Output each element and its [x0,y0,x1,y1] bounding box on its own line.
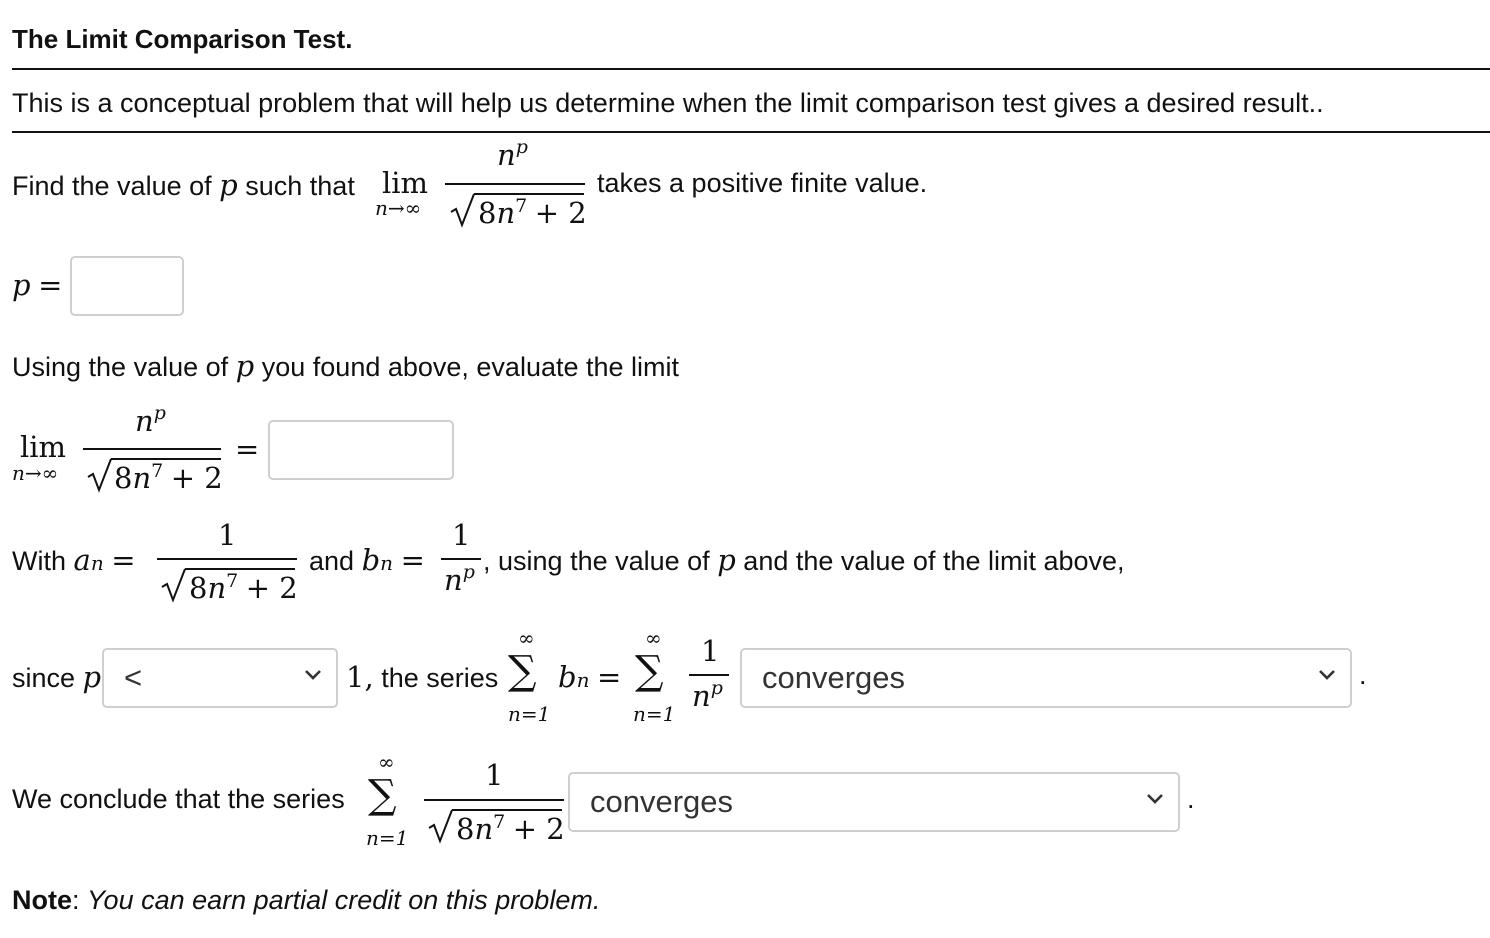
part4-sum1-top: ∞ [518,626,535,650]
note-text: You can earn partial credit on this problem. [87,885,601,915]
compare-select[interactable] [102,648,338,708]
part4-frac-numerator: 1 [701,634,720,668]
title-divider [12,68,1490,70]
series-an-result-value: converges [590,784,734,819]
part1-sqrt-bar [474,193,584,195]
series-bn-result-value: converges [762,660,906,695]
p-label: p = [12,268,63,302]
part2-lim-sub: n→∞ [12,461,59,485]
part4-sum1-bottom: n=1 [508,702,551,726]
part4-frac-denominator: $n^p$ [692,677,723,713]
part3-and: and bn = [309,543,425,577]
part1-denominator: $8n^7 + 2$ [478,195,587,230]
part2-sqrt-bar [111,458,221,460]
part2-equals: = [235,432,260,466]
part3-bn-denominator: $n^p$ [444,561,475,597]
note-label: Note [12,885,72,915]
part3-with: With an = [12,543,136,577]
intro-divider [12,131,1490,133]
limit-answer-input[interactable] [268,420,454,480]
part5-sum-bottom: n=1 [366,826,409,850]
part4-period: . [1359,660,1367,690]
part1-suffix: takes a positive finite value. [597,168,928,198]
part3-bn-numerator: 1 [452,518,471,552]
part2-denominator: $8n^7 + 2$ [114,460,223,495]
chevron-down-icon [1146,792,1164,806]
page-title: The Limit Comparison Test. [12,24,353,54]
part1-fraction-bar [445,183,585,185]
part1-lim: lim [382,166,429,200]
compare-select-value: < [124,660,143,695]
part5-sum-top: ∞ [378,750,395,774]
part4-since: since p [12,660,102,694]
part2-numerator: $n^p$ [135,402,166,438]
part3-sqrt-icon [161,567,187,603]
chevron-down-icon [304,668,322,682]
series-an-result-select[interactable] [568,772,1180,832]
part1-sqrt-icon [450,192,476,228]
note: Note: You can earn partial credit on this problem. [12,885,601,915]
part5-frac-denominator: $8n^7 + 2$ [456,811,565,846]
part1-lim-sub: n→∞ [375,196,422,220]
part2-text: Using the value of p you found above, evaluate the limit [12,349,680,383]
chevron-down-icon [1318,668,1336,682]
part5-period: . [1187,784,1195,814]
part5-fraction-bar [424,799,564,801]
part4-series-text: 1, the series [346,660,499,694]
part5-sum-sigma: ∑ [368,772,397,818]
part3-tail: , using the value of p and the value of the limit above, [483,543,1125,577]
part2-sqrt-icon [87,457,113,493]
part4-fraction-bar [689,674,729,676]
part3-sqrt-bar [185,568,295,570]
part5-sqrt-icon [428,808,454,844]
p-answer-input[interactable] [70,256,184,316]
part2-lim: lim [20,430,67,464]
series-bn-result-select[interactable] [740,648,1352,708]
part4-sum2-top: ∞ [645,626,662,650]
part4-sum2-sigma: ∑ [635,648,664,694]
part3-an-fraction-bar [157,558,297,560]
part3-bn-fraction-bar [441,558,481,560]
part5-sqrt-bar [452,809,562,811]
intro-text: This is a conceptual problem that will help us determine when the limit comparison test gives a desired result.. [12,88,1324,118]
part3-an-numerator: 1 [218,518,237,552]
part5-text: We conclude that the series [12,784,345,814]
part2-fraction-bar [83,448,221,450]
part5-frac-numerator: 1 [485,758,504,792]
part4-sum2-bottom: n=1 [633,702,676,726]
part4-sum1-sigma: ∑ [508,648,537,694]
part4-bn: bn = [558,660,622,694]
part1-prefix: Find the value of p such that [12,168,355,202]
part3-an-denominator: $8n^7 + 2$ [189,570,298,605]
part1-numerator: $n^p$ [497,136,528,172]
